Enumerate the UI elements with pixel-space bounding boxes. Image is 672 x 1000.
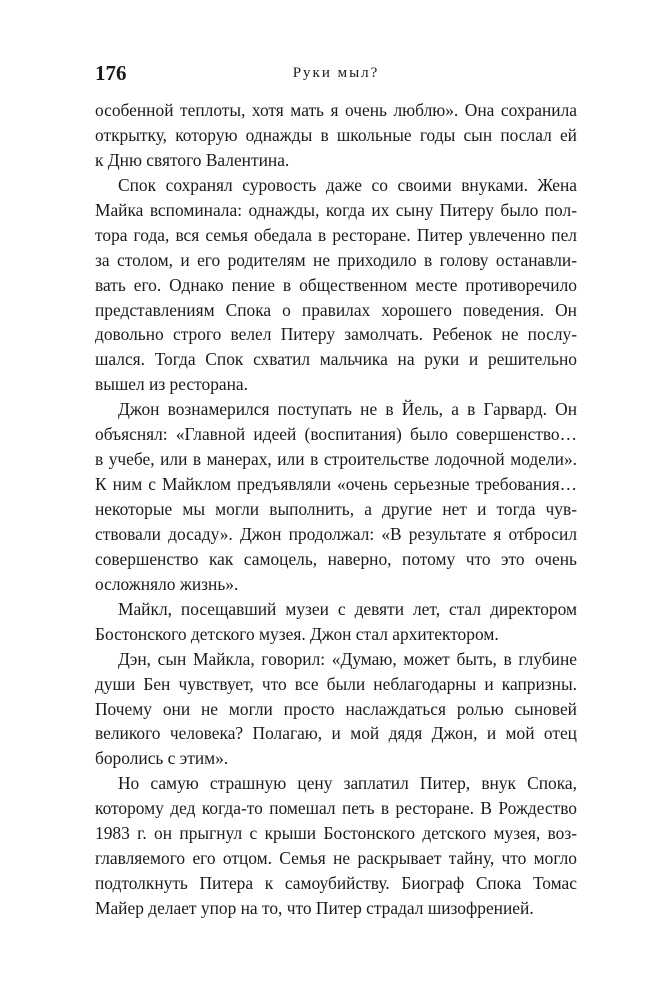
running-title: Руки мыл?: [292, 65, 380, 81]
text-line: шался. Тогда Спок схватил мальчика на руки и решительно: [95, 349, 577, 370]
text-line: Спок сохранял суровость даже со своими внуками. Жена: [118, 174, 577, 195]
text-line: Почему они не могли просто наслаждаться ролью сыновей: [95, 698, 577, 719]
text-line: открытку, которую однажды в школьные годы сын послал ей: [95, 124, 577, 145]
text-line: вать его. Однако пение в общественном месте противоречило: [95, 274, 577, 295]
text-line: вышел из ресторана.: [95, 374, 248, 395]
text-line: в учебе, или в манерах, или в строительстве лодочной модели».: [95, 449, 577, 470]
page-number: 176: [95, 61, 127, 85]
text-line: К ним с Майклом предъявляли «очень серьезные требования…: [95, 474, 577, 495]
text-line: тора года, вся семья обедала в ресторане. Питер увлеченно пел: [95, 224, 577, 245]
text-line: 1983 г. он прыгнул с крыши Бостонского детского музея, воз-: [95, 823, 577, 844]
text-line: особенной теплоты, хотя мать я очень люблю». Она сохранила: [95, 100, 577, 120]
text-line: боролись с этим».: [95, 748, 229, 769]
text-line: представлениям Спока о правилах хорошего поведения. Он: [95, 299, 577, 320]
text-line: великого человека? Полагаю, и мой дядя Джон, и мой отец: [95, 723, 577, 744]
text-line: Майкл, посещавший музеи с девяти лет, стал директором: [118, 598, 577, 619]
text-line: которому дед когда-то помешал петь в ресторане. В Рождество: [95, 798, 577, 819]
text-line: ствовали досаду». Джон продолжал: «В результате я отбросил: [95, 523, 577, 544]
text-line: некоторые мы могли выполнить, а другие нет и тогда чув-: [95, 499, 577, 519]
text-line: объяснял: «Главной идеей (воспитания) было совершенство…: [95, 424, 577, 445]
text-line: Но самую страшную цену заплатил Питер, внук Спока,: [118, 773, 577, 794]
body-text: [95, 98, 577, 921]
text-line: за столом, и его родителям не приходило в голову останавли-: [95, 249, 577, 270]
text-line: осложняло жизнь».: [95, 573, 239, 594]
text-line: души Бен чувствует, что все были неблагодарны и капризны.: [95, 673, 577, 694]
text-line: Дэн, сын Майкла, говорил: «Думаю, может быть, в глубине: [118, 648, 577, 669]
text-line: совершенство как самоцель, наверно, потому что это очень: [95, 548, 577, 569]
text-line: главляемого его отцом. Семья не раскрывает тайну, что могло: [95, 848, 577, 869]
text-line: Бостонского детского музея. Джон стал архитектором.: [95, 623, 499, 644]
text-line: довольно строго велел Питеру замолчать. Ребенок не послу-: [95, 324, 577, 345]
text-line: Джон вознамерился поступать не в Йель, а в Гарвард. Он: [118, 399, 577, 420]
text-line: Майер делает упор на то, что Питер страдал шизофренией.: [95, 898, 534, 918]
text-line: к Дню святого Валентина.: [95, 149, 290, 170]
text-line: подтолкнуть Питера к самоубийству. Биограф Спока Томас: [95, 873, 577, 894]
text-line: Майка вспоминала: однажды, когда их сыну Питеру было пол-: [95, 199, 577, 220]
